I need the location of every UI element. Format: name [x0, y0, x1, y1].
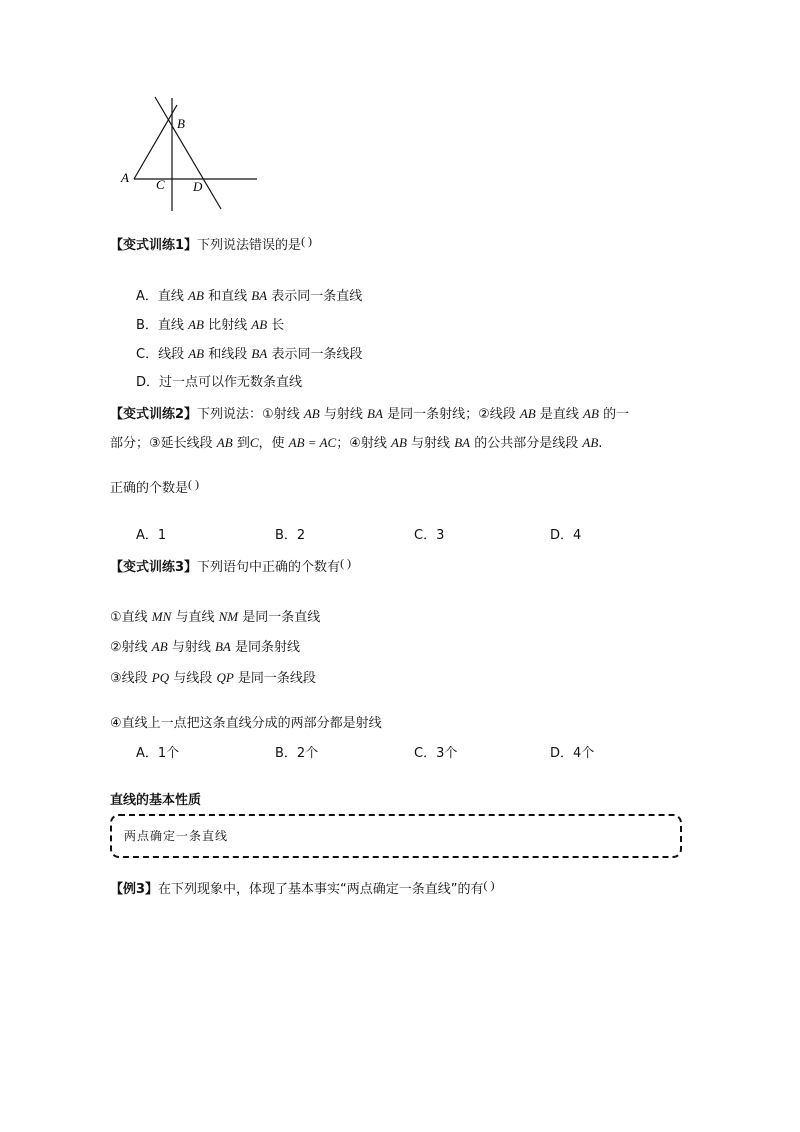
- q2-answer-paren: ( ): [188, 477, 200, 491]
- math-ab: AB: [151, 639, 168, 654]
- q1-option-a: [136, 287, 362, 306]
- q1-answer-paren: ( ): [301, 234, 313, 248]
- example3-answer-paren: ( ): [483, 878, 495, 892]
- q3-option-d: D．4个: [550, 746, 595, 761]
- option-text: 长: [271, 318, 285, 333]
- example3-stem: 在下列现象中，体现了基本事实“两点确定一条直线”的有: [158, 882, 484, 897]
- line-through-a-b: [134, 105, 177, 179]
- math-ba: BA: [367, 406, 383, 421]
- q3-option-a: A．1个: [136, 746, 180, 761]
- label-d: D: [193, 179, 203, 194]
- option-text: 表示同一条直线: [271, 289, 363, 304]
- math-ab: AB: [583, 406, 599, 421]
- math-ab: AB: [188, 317, 204, 332]
- q2-line-2: [110, 434, 602, 453]
- q2-text: 部分；③延长线段: [110, 436, 213, 451]
- q3-item-2: [110, 638, 300, 657]
- math-nm: NM: [218, 609, 239, 624]
- q2-option-c: C．3: [414, 528, 445, 543]
- label-a: A: [121, 170, 129, 185]
- q3-text: ③线段: [110, 671, 148, 686]
- definition-text: 两点确定一条直线: [124, 829, 229, 843]
- option-text: 和线段: [208, 347, 248, 362]
- q1-option-d: D．过一点可以作无数条直线: [136, 375, 303, 390]
- q2-text: 是同一条射线；②线段: [387, 407, 516, 422]
- q3-text: ①直线: [110, 610, 148, 625]
- q2-text: 的公共部分是线段: [474, 436, 579, 451]
- q1-option-c: [136, 345, 362, 364]
- q3-text: 是同一条直线: [242, 610, 321, 625]
- q3-heading: [110, 558, 351, 577]
- math-mn: MN: [151, 609, 172, 624]
- q2-text: 是直线: [539, 407, 579, 422]
- q3-text: ②射线: [110, 640, 148, 655]
- q3-label: 【变式训练3】: [110, 560, 198, 575]
- q1-heading: [110, 236, 312, 255]
- math-ba: BA: [251, 346, 268, 361]
- section-title: 直线的基本性质: [110, 793, 202, 808]
- q1-stem: 下列说法错误的是: [197, 238, 302, 253]
- q2-line-1: [110, 405, 629, 424]
- label-c: C: [156, 177, 165, 192]
- q3-text: 是同一条线段: [237, 671, 316, 686]
- q2-option-a: A．1: [136, 528, 167, 543]
- q3-text: 与射线: [171, 640, 211, 655]
- option-text: A．直线: [136, 289, 184, 304]
- label-b: B: [177, 116, 185, 131]
- q3-option-c: C．3个: [414, 746, 458, 761]
- math-ab: AB: [188, 346, 205, 361]
- example3-heading: [110, 880, 495, 899]
- q3-text: 与直线: [175, 610, 215, 625]
- math-equation: AB = AC: [288, 435, 337, 450]
- math-ab: AB: [582, 435, 599, 450]
- q2-text: .: [598, 436, 603, 451]
- q2-text: ，使: [258, 436, 285, 451]
- diagonal-line: [155, 97, 221, 209]
- q3-item-1: [110, 608, 320, 627]
- math-ba: BA: [214, 639, 231, 654]
- definition-box: [110, 814, 682, 858]
- math-ab: AB: [251, 317, 268, 332]
- q3-stem: 下列语句中正确的个数有: [197, 560, 341, 575]
- q1-option-b: [136, 316, 284, 335]
- math-ba: BA: [454, 435, 471, 450]
- q2-text: 与射线: [323, 407, 363, 422]
- q2-text: 到: [236, 436, 250, 451]
- math-ab: AB: [216, 435, 233, 450]
- example3-label: 【例3】: [110, 882, 159, 897]
- q2-label: 【变式训练2】: [110, 407, 198, 422]
- q2-text: ；④射线: [336, 436, 387, 451]
- q2-text: 下列说法：①射线: [197, 407, 300, 422]
- q2-text: 与射线: [411, 436, 451, 451]
- option-text: 和直线: [208, 289, 248, 304]
- q2-option-b: B．2: [275, 528, 306, 543]
- q3-option-b: B．2个: [275, 746, 319, 761]
- option-text: C．线段: [136, 347, 185, 362]
- q3-text: 是同条射线: [235, 640, 301, 655]
- q3-item-3: [110, 669, 316, 688]
- option-text: 比射线: [208, 318, 248, 333]
- q2-line-3: [110, 479, 199, 498]
- math-ab: AB: [188, 288, 204, 303]
- q3-text: 与线段: [173, 671, 213, 686]
- math-ba: BA: [251, 288, 268, 303]
- q2-option-d: D．4: [550, 528, 582, 543]
- q1-label: 【变式训练1】: [110, 238, 198, 253]
- geometry-figure: [110, 90, 270, 220]
- math-ab: AB: [519, 406, 536, 421]
- q3-item-4: ④直线上一点把这条直线分成的两部分都是射线: [110, 716, 382, 731]
- q2-text: 正确的个数是: [110, 481, 189, 496]
- option-text: 表示同一条线段: [271, 347, 363, 362]
- math-ab: AB: [391, 435, 407, 450]
- math-c: C: [249, 435, 259, 450]
- math-qp: QP: [216, 670, 234, 685]
- q3-answer-paren: ( ): [340, 556, 352, 570]
- math-ab: AB: [303, 406, 320, 421]
- math-pq: PQ: [151, 670, 170, 685]
- option-text: B．直线: [136, 318, 184, 333]
- q2-text: 的一: [603, 407, 630, 422]
